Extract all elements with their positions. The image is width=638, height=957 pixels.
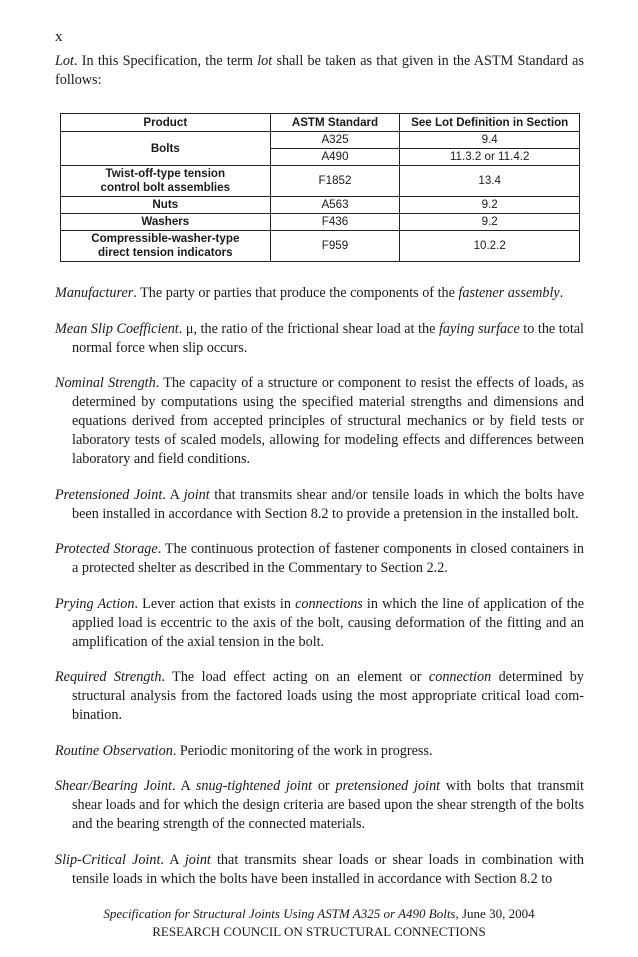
- definition-text: . The party or parties that produce the components of the: [133, 285, 459, 301]
- definition-text: . The continuous protection of fastener components in closed containers in a protected shelter as described in the Commentary to Section 2.2.: [72, 541, 584, 576]
- product-line: Compressible-washer-type: [91, 232, 240, 245]
- table-row: [61, 132, 580, 149]
- standard-cell: A563: [270, 197, 400, 214]
- section-cell: 11.3.2 or 11.4.2: [400, 149, 580, 166]
- page-content: [55, 52, 584, 905]
- definition-term: Pretensioned Joint: [55, 486, 163, 503]
- definition-pretensioned-joint: [55, 486, 584, 524]
- table-header-row: [61, 114, 580, 132]
- header-astm-standard: ASTM Standard: [270, 114, 400, 132]
- definition-term: Routine Observation: [55, 742, 173, 759]
- definition-term: Prying Action: [55, 595, 135, 612]
- definition-text: determined by structural analysis from the factored loads using the most appropriate critical load com-bination.: [72, 669, 584, 723]
- term-lot: Lot: [55, 53, 74, 69]
- definition-term: Shear/Bearing Joint: [55, 778, 172, 794]
- definition-italic: connections: [295, 595, 363, 612]
- definition-text: . The capacity of a structure or component to resist the effects of loads, as determined by computations using the specified material strengths and dimensions and equations derived from accepted principles of structural mechanics or by field tests or laboratory tests of scaled models, allowing for modeling effects and differences between laboratory and field conditions.: [72, 375, 584, 467]
- section-cell: 9.2: [400, 214, 580, 231]
- definition-text: that transmits shear loads or shear loads in combination with tensile loads in which the bolts have been installed in accordance with Section 8.2 to: [72, 851, 584, 887]
- standard-cell: A325: [270, 132, 400, 149]
- standard-cell: F1852: [270, 166, 400, 197]
- definition-mean-slip-coefficient: [55, 320, 584, 358]
- definitions-list: [55, 284, 584, 889]
- table-row: [61, 197, 580, 214]
- definition-term: Protected Storage: [55, 541, 158, 557]
- product-cell: Nuts: [61, 197, 271, 214]
- lot-inline-term: lot: [257, 53, 273, 69]
- footer-date: , June 30, 2004: [455, 906, 535, 921]
- standard-cell: A490: [270, 149, 400, 166]
- definition-text: . A: [162, 486, 184, 503]
- definition-italic: connection: [428, 669, 492, 685]
- definition-text: with bolts that transmit shear loads and for which the design criteria are based upon the shear strength of the bolts and the bearing strength of the connected materials.: [72, 778, 585, 832]
- definition-slip-critical-joint: [55, 851, 584, 889]
- standard-cell: F436: [270, 214, 400, 231]
- definition-text: .: [559, 285, 564, 301]
- table-row: [61, 214, 580, 231]
- product-cell: Bolts: [61, 132, 271, 166]
- header-lot-section: See Lot Definition in Section: [400, 114, 580, 132]
- page-footer: [0, 905, 638, 941]
- definition-text: to the total normal force when slip occurs.: [72, 320, 584, 356]
- definition-prying-action: [55, 595, 584, 652]
- definition-italic: joint: [183, 486, 210, 503]
- definition-protected-storage: [55, 540, 584, 578]
- definition-italic: snug-tightened joint: [195, 778, 313, 794]
- definition-italic: joint: [184, 851, 211, 868]
- definition-text: or: [312, 778, 336, 794]
- definition-required-strength: [55, 668, 584, 725]
- definition-italic: pretensioned joint: [335, 778, 441, 794]
- definition-text: in which the line of application of the applied load is eccentric to the axis of the bolt, causing deformation of the fitting and an amplification of the axial tension in the bolt.: [72, 595, 584, 650]
- product-line: Twist-off-type tension: [105, 167, 226, 180]
- footer-title: Specification for Structural Joints Using ASTM A325 or A490 Bolts: [103, 906, 456, 921]
- table-row: [61, 231, 580, 262]
- section-cell: 9.4: [400, 132, 580, 149]
- section-cell: 13.4: [400, 166, 580, 197]
- section-cell: 10.2.2: [400, 231, 580, 262]
- product-cell: Washers: [61, 214, 271, 231]
- product-cell: [61, 166, 271, 197]
- table-row: [61, 166, 580, 197]
- definition-text: . A: [160, 851, 185, 868]
- standard-cell: F959: [270, 231, 400, 262]
- definition-text: . μ, the ratio of the frictional shear load at the: [178, 320, 439, 337]
- definition-italic: faying surface: [438, 320, 520, 337]
- footer-organization: RESEARCH COUNCIL ON STRUCTURAL CONNECTIONS: [152, 924, 486, 939]
- definition-text: . Lever action that exists in: [134, 595, 296, 612]
- header-product: Product: [61, 114, 271, 132]
- definition-term: Nominal Strength: [55, 375, 156, 391]
- definition-term: Slip-Critical Joint: [55, 851, 161, 868]
- definition-text: that transmits shear and/or tensile loads in which the bolts have been installed in accordance with Section 8.2 to provide a pretension in the installed bolt.: [72, 486, 585, 522]
- definition-text: . The load effect acting on an element or: [161, 669, 429, 685]
- definition-text: . A: [171, 778, 196, 794]
- lot-definition: [55, 52, 584, 90]
- definition-nominal-strength: [55, 374, 584, 469]
- lot-definition-table: [60, 113, 580, 262]
- product-line: control bolt assemblies: [100, 181, 231, 194]
- footer-citation: [0, 905, 638, 923]
- lot-text-1: . In this Specification, the term: [73, 53, 258, 69]
- definition-shear-bearing-joint: [55, 777, 584, 834]
- product-cell: [61, 231, 271, 262]
- definition-text: . Periodic monitoring of the work in progress.: [172, 742, 433, 759]
- page-number: x: [55, 29, 63, 45]
- definition-routine-observation: [55, 742, 584, 761]
- lot-text-2: shall be taken as that given in the ASTM Standard as follows:: [55, 53, 585, 88]
- definition-term: Mean Slip Coefficient: [55, 320, 179, 337]
- definition-manufacturer: [55, 284, 584, 303]
- definition-term: Required Strength: [55, 669, 162, 685]
- section-cell: 9.2: [400, 197, 580, 214]
- definition-italic: fastener assembly: [458, 285, 560, 301]
- product-line: direct tension indicators: [97, 246, 233, 259]
- definition-term: Manufacturer: [55, 285, 134, 301]
